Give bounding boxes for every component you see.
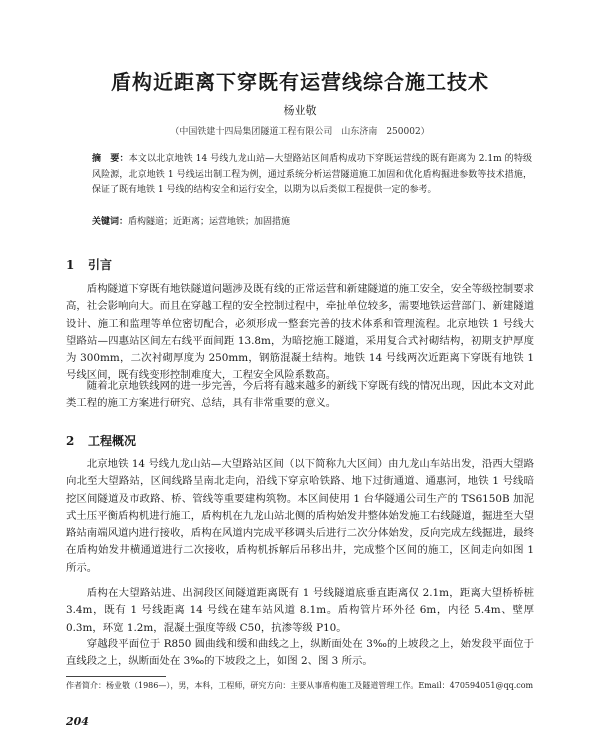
section-number: 2: [66, 434, 75, 448]
abstract-text: 本文以北京地铁 14 号线九龙山站—大望路站区间盾构成功下穿既运营线的既有距离为 2.1m 的特级风险源，北京地铁 1 号线运出制工程为例，通过系统分析运营隧道施工加固和优化盾构掘进参数等技术措施，保证了既有地铁 1 号线的结构安全和运行安全，以期为以后类似工程提供一定的参考。: [92, 154, 532, 195]
keywords-label: 关键词：: [92, 217, 129, 227]
paragraph: 穿越段平面位于 R850 圆曲线和缓和曲线之上，纵断面处在 3‰的上坡段之上，始发段平面位于直线段之上，纵断面处在 3‰的下坡段之上，如图 2、图 3 所示。: [66, 638, 534, 668]
section-heading-introduction: [66, 256, 112, 273]
paragraph: 盾构隧道下穿既有地铁隧道问题涉及既有线的正常运营和新建隧道的施工安全，安全等级控制要求高，社会影响向大。而且在穿越工程的安全控制过程中，牵扯单位较多，需要地铁运营部门、新建隧道设计、施工和监理等单位密切配合，必须形成一整套完善的技术体系和管理流程。北京地铁 1 号线大望路站—四惠站区间左右线平面间距 13.8m，为暗挖施工隧道，采用复合式衬砌结构，初期支护厚度为 300mm，二次衬砌厚度为 250mm，钢筋混凝土结构。地铁 14 号线两次近距离下穿既有地铁 1 号线区间，既有线变形控制难度大，工程安全风险系数高。: [66, 283, 534, 382]
paper-affiliation: （中国铁建十四局集团隧道工程有限公司 山东济南 250002）: [170, 127, 430, 137]
paragraph: 盾构在大望路站进、出洞段区间隧道距离既有 1 号线隧道底垂直距离仅 2.1m，距离大望桥桥桩 3.4m，既有 1 号线距离 14 号线在建车站风道 8.1m。盾构管片环外径 6m，内径 5.4m、壁厚 0.3m，环宽 1.2m，混凝土强度等级 C50，抗渗等级 P10。: [66, 587, 534, 634]
section-title: 引言: [88, 258, 113, 272]
page-number: 204: [66, 715, 89, 728]
abstract-block: [92, 152, 532, 199]
paragraph: 随着北京地铁线网的进一步完善，今后将有越来越多的新线下穿既有线的情况出现，因此本文对此类工程的施工方案进行研究、总结，具有非常重要的意义。: [66, 380, 534, 410]
section-number: 1: [66, 258, 75, 272]
section-heading-project-overview: [66, 432, 136, 449]
paper-title: 盾构近距离下穿既有运营线综合施工技术: [111, 70, 489, 94]
section-title: 工程概况: [88, 434, 137, 448]
paragraph: 北京地铁 14 号线九龙山站—大望路站区间（以下简称九大区间）由九龙山车站出发，沿西大望路向北至大望路站，区间线路呈南北走向，沿线下穿京哈铁路、地下过街通道、通惠河，地铁 1 号线暗挖区间隧道及市政路、桥、管线等重要建构筑物。本区间使用 1 台华隧通公司生产的 TS6150B 加泥式土压平衡盾构机进行施工，盾构机在九龙山站北侧的盾构始发井整体始发施工右线隧道，掘进至大望路站南端风道内进行接收，盾构在风道内完成平移调头后进行二次分体始发，反向完成左线掘进，最终在盾构始发井横通道进行二次接收，盾构机拆解后吊移出井，完成整个区间的施工，区间走向如图 1 所示。: [66, 458, 534, 574]
keywords-text: 盾构隧道；近距离；运营地铁；加固措施: [128, 217, 291, 227]
keywords-block: [92, 215, 532, 229]
footnote-divider: [66, 676, 166, 677]
paper-author: 杨业敬: [283, 104, 317, 117]
abstract-label: 摘 要：: [92, 154, 129, 164]
author-footnote: 作者简介：杨业敬（1986—），男，本科，工程师，研究方向：主要从事盾构施工及隧道管理工作。Email：470594051@qq.com: [66, 681, 534, 690]
